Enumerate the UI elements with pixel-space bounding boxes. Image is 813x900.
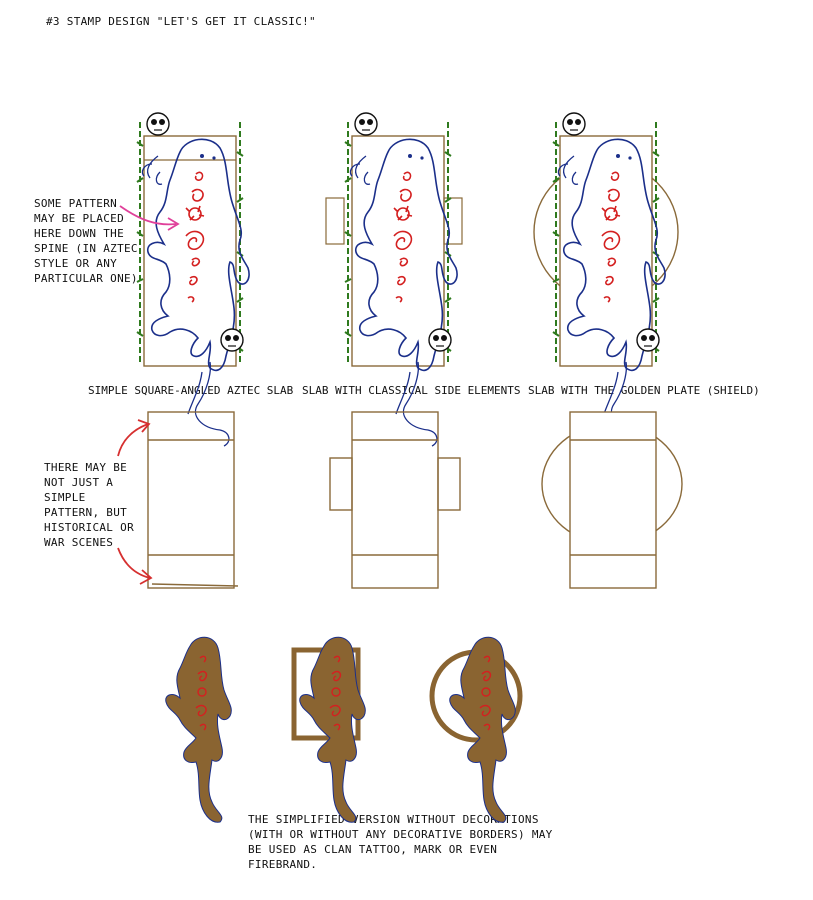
silhouette-plain [166, 637, 232, 822]
note-spine-pattern: SOME PATTERN MAY BE PLACED HERE DOWN THE SPINE (IN AZTEC STYLE OR ANY PARTICULAR ONE) [34, 197, 138, 285]
silhouette-circle-border [432, 637, 520, 822]
slab-classical-outline [330, 412, 460, 588]
caption-golden-plate-slab: SLAB WITH THE GOLDEN PLATE (SHIELD) [528, 384, 760, 397]
slab-aztec-detailed [137, 113, 249, 446]
slab-classical-detailed [326, 113, 462, 446]
arrow-red-up [118, 424, 148, 456]
page-title: #3 STAMP DESIGN "LET'S GET IT CLASSIC!" [46, 15, 316, 28]
note-historical-scenes: THERE MAY BE NOT JUST A SIMPLE PATTERN, BUT HISTORICAL OR WAR SCENES [44, 461, 134, 549]
slab-golden-plate-detailed [534, 113, 678, 446]
caption-classical-slab: SLAB WITH CLASSICAL SIDE ELEMENTS [302, 384, 521, 397]
note-simplified-version: THE SIMPLIFIED VERSION WITHOUT DECORATIONS (WITH OR WITHOUT ANY DECORATIVE BORDERS) MAY BE USED AS CLAN TATTOO, MARK OR EVEN FIREBRAND. [248, 813, 553, 871]
silhouette-square-border [294, 637, 365, 822]
slab-aztec-outline [148, 412, 238, 588]
arrow-pink [120, 206, 176, 224]
caption-aztec-slab: SIMPLE SQUARE-ANGLED AZTEC SLAB [88, 384, 294, 397]
slab-golden-plate-outline [542, 412, 682, 588]
